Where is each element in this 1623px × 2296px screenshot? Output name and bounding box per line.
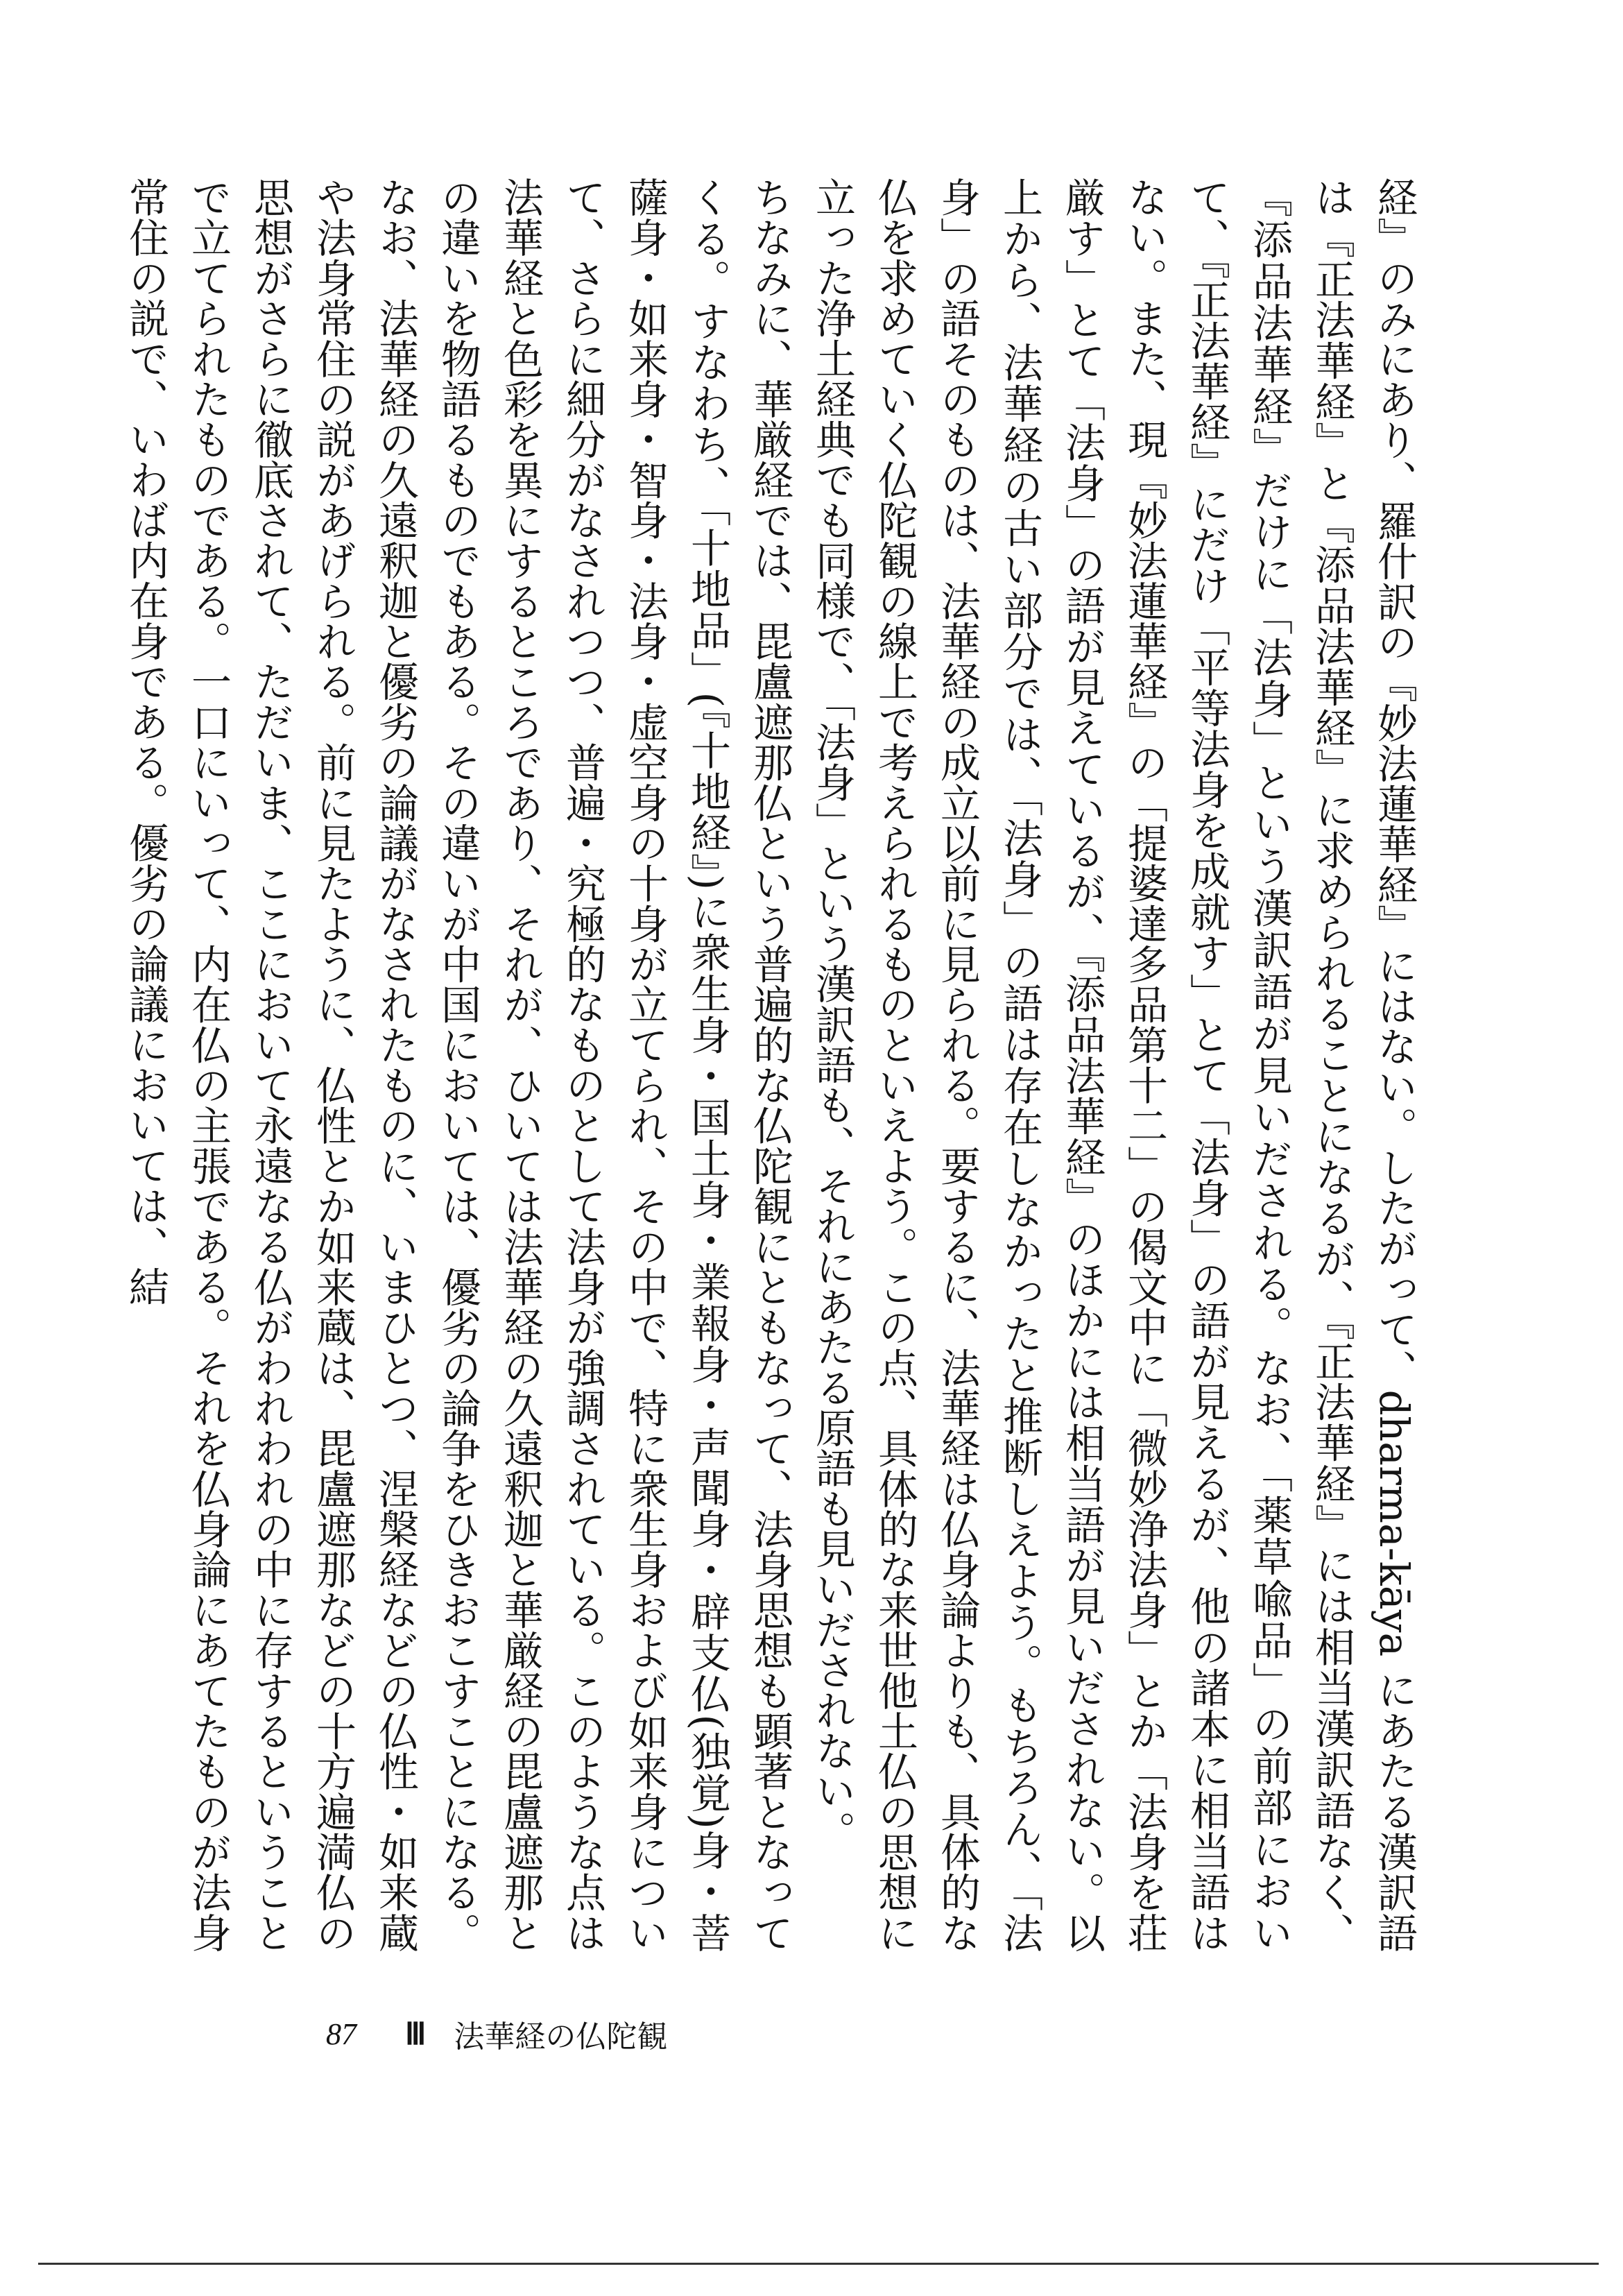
page-number: 87 <box>326 2016 357 2051</box>
chapter-number: Ⅲ <box>405 2016 427 2051</box>
paragraph-2: ちなみに、華厳経では、毘盧遮那仏という普遍的な仏陀観にともなって、法身思想も顕著となってくる。すなわち、「十地品」(『十地経』)に衆生身・国土身・業報身・声聞身・辟支仏(独覚)身・菩薩身・如来身・智身・法身・虚空身の十身が立てられ、その中で、特に衆生身および如来身について、さらに細分がなされつつ、普遍・究極的なものとして法身が強調されている。このような点は法華経と色彩を異にするところであり、それが、ひいては法華経の久遠釈迦と華厳経の毘盧遮那との違いを物語るものでもある。その違いが中国においては、優劣の論争をひきおこすことになる。なお、法華経の久遠釈迦と優劣の論議がなされたものに、いまひとつ、涅槃経などの仏性・如来蔵や法身常住の説があげられる。前に見たように、仏性とか如来蔵は、毘盧遮那などの十方遍満仏の思想がさらに徹底されて、ただいま、ここにおいて永遠なる仏がわれわれの中に存するということで立てられたものである。一口にいって、内在仏の主張である。それを仏身論にあてたものが法身常住の説で、いわば内在身である。優劣の論議においては、結 <box>122 177 793 1953</box>
page-footer <box>326 2012 667 2056</box>
scan-edge-line <box>38 2263 1599 2265</box>
chapter-title: 法華経の仏陀観 <box>454 2019 668 2055</box>
paragraph-1: 経』のみにあり、羅什訳の『妙法蓮華経』にはない。したがって、dharma-kāya にあたる漢訳語は『正法華経』と『添品法華経』に求められることになるが、『正法華経』には相当漢訳語なく、『添品法華経』だけに「法身」という漢訳語が見いだされる。なお、「薬草喩品」の前部において、『正法華経』にだけ「平等法身を成就す」とて「法身」の語が見えるが、他の諸本に相当語はない。また、現『妙法蓮華経』の「提婆達多品第十二」の偈文中に「微妙浄法身」とか「法身を荘厳す」とて「法身」の語が見えているが、『添品法華経』のほかには相当語が見いだされない。以上から、法華経の古い部分では、「法身」の語は存在しなかったと推断しえよう。もちろん、「法身」の語そのものは、法華経の成立以前に見られる。要するに、法華経は仏身論よりも、具体的な仏を求めていく仏陀観の線上で考えられるものといえよう。この点、具体的な来世他土仏の思想に立った浄土経典でも同様で、「法身」という漢訳語も、それにあたる原語も見いだされない。 <box>809 177 1418 1953</box>
body-text <box>122 177 1425 1953</box>
